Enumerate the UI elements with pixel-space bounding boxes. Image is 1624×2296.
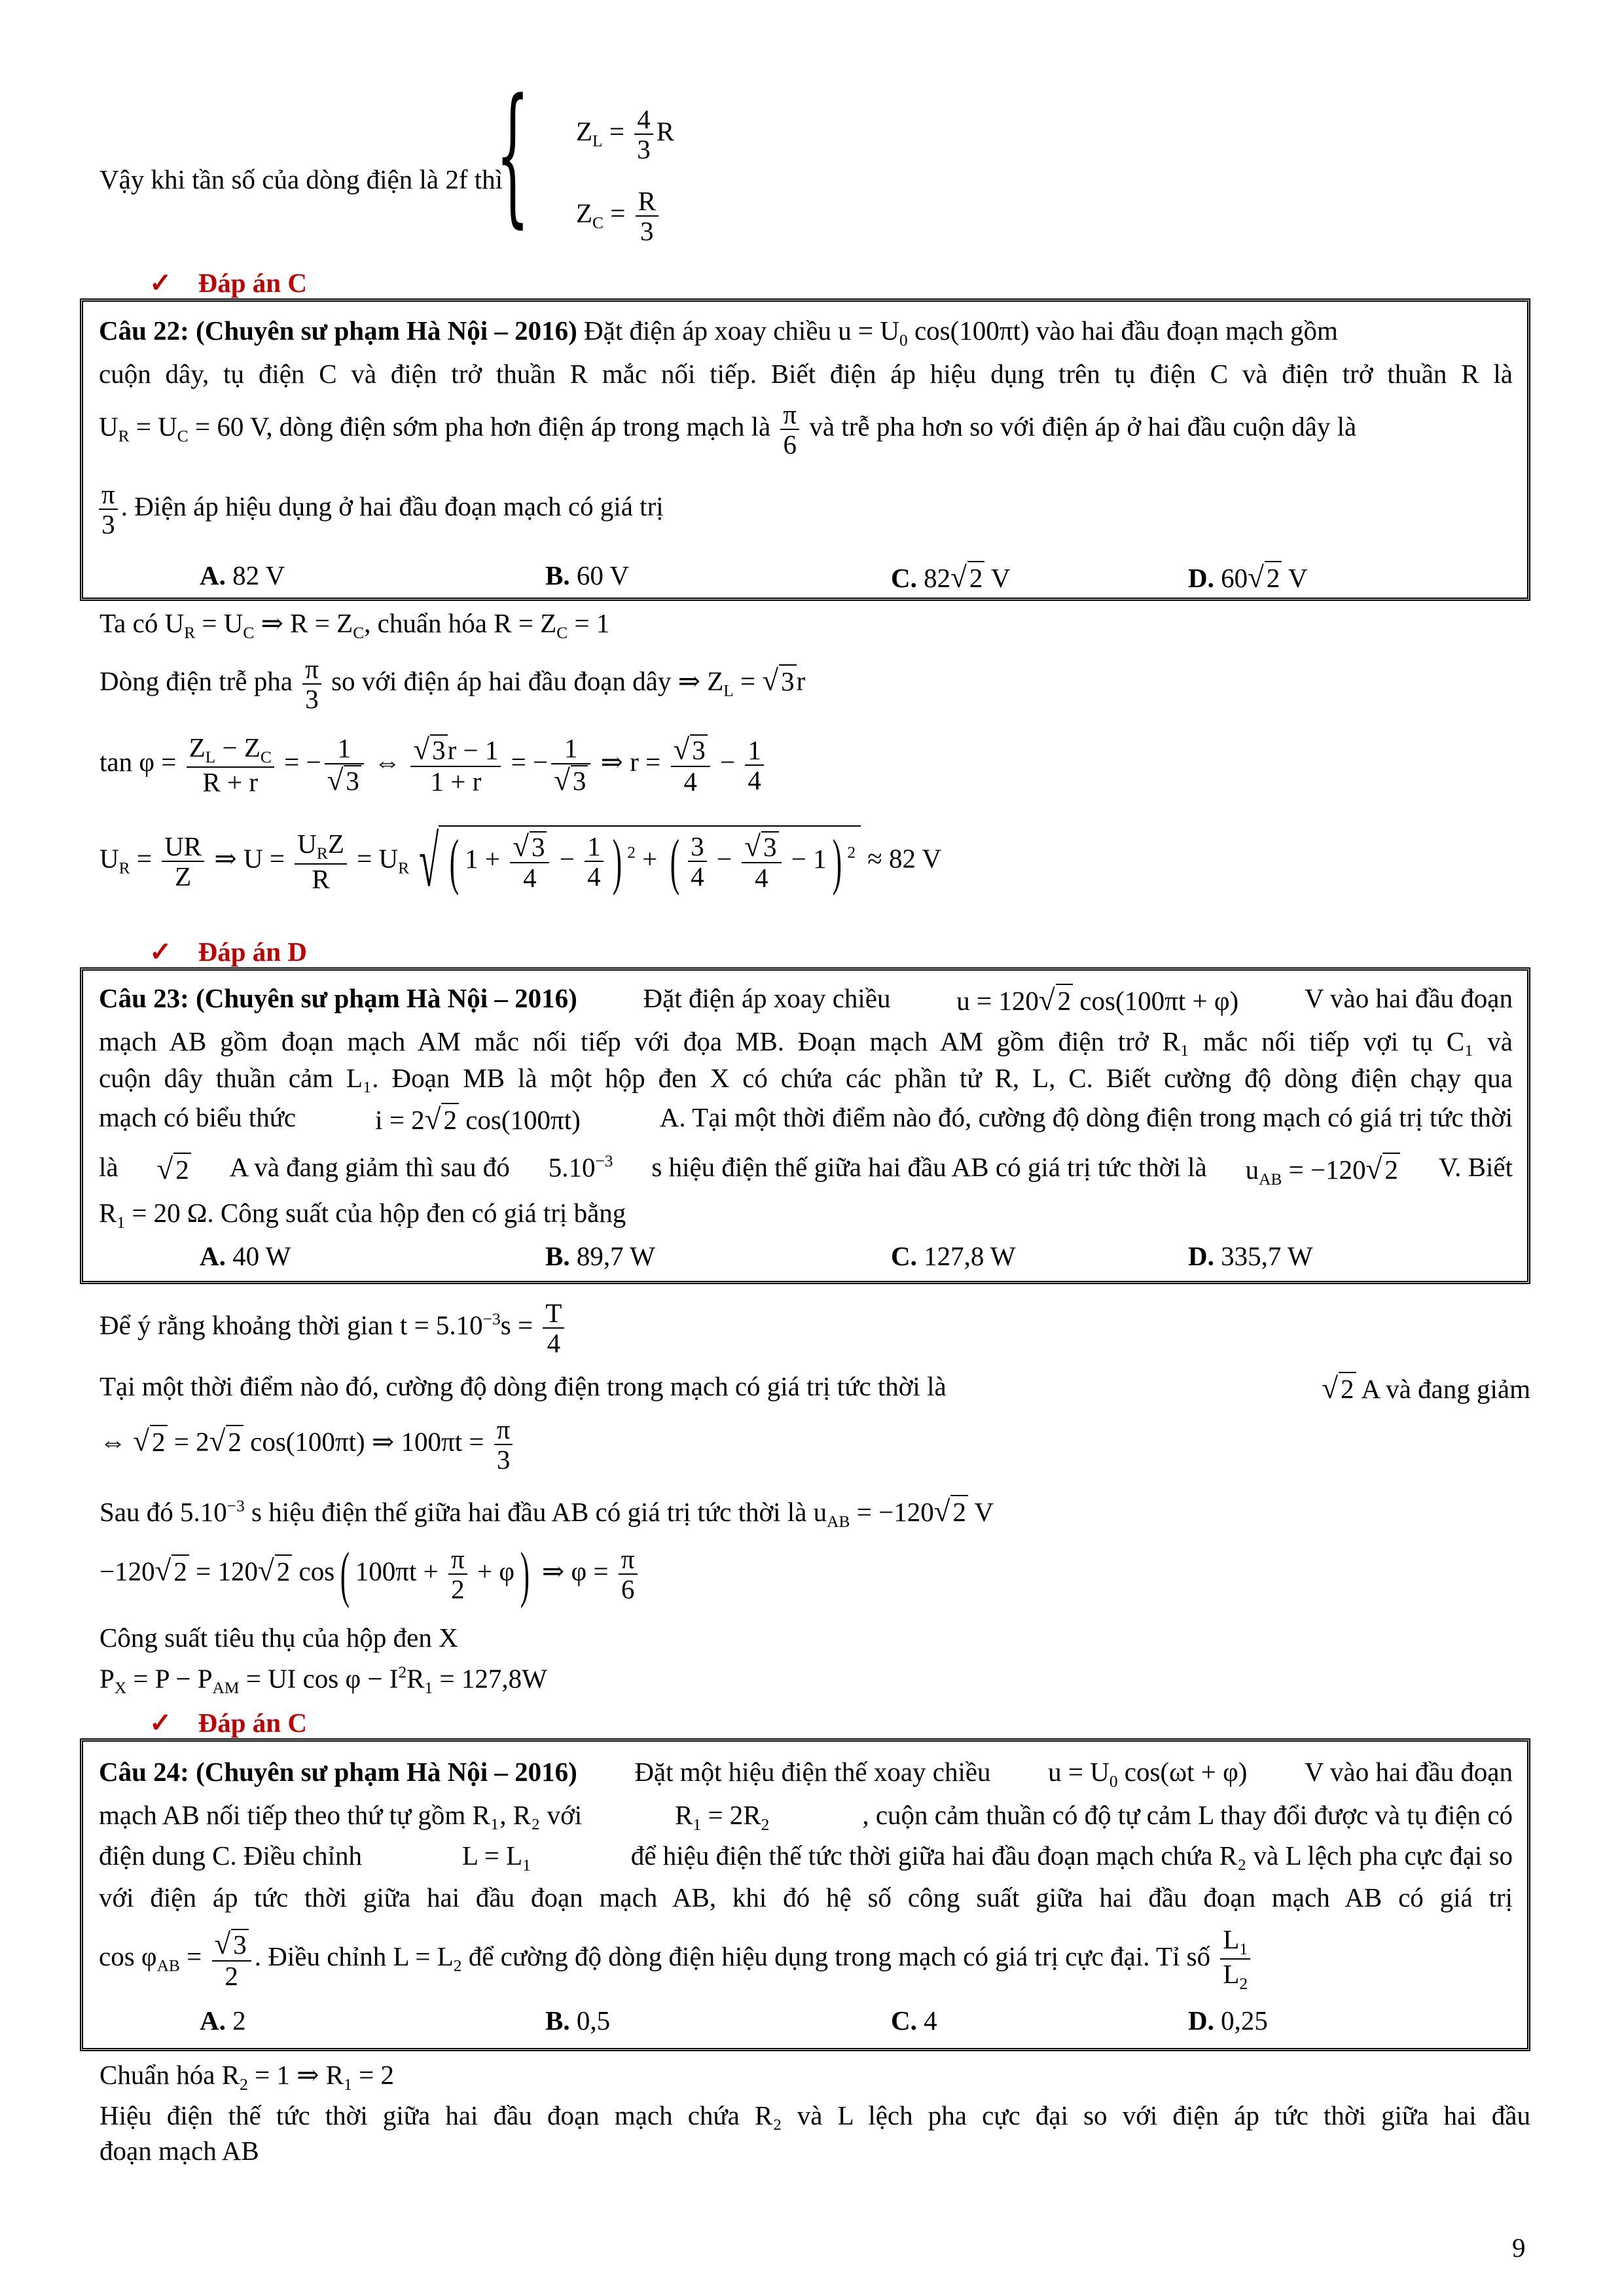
q24-line4: với điện áp tức thời giữa hai đầu đoạn mạch AB, khi đó hệ số công suất giữa hai đầu đoạn mạch AB có giá trị [99, 1882, 1513, 1912]
question-24-box [80, 1738, 1530, 2051]
answer-label: Đáp án C [198, 1708, 307, 1738]
q24-option-a[interactable]: A. 2 [200, 2005, 246, 2036]
q22-sol4: $U_R$ = $\frac{UR}{Z}$ ⇒ U = $\frac{U_RZ}{R}$ = $U_R$ √ ( 1 + $\frac{√3}{4}$ − $\frac{1}{4}$ ) $^2$ + ( $\frac{3}{4}$ − $\frac{√3}{4}$ − 1) $^2$ ≈ 82 V [99, 821, 942, 901]
check-icon: ✓ [149, 1708, 172, 1738]
q23-option-c[interactable]: C. 127,8 W [891, 1241, 1016, 1271]
q22-line1: Câu 22: (Chuyên sư phạm Hà Nội – 2016) Đặt điện áp xoay chiều $u = U_0$ cos(100πt) vào hai đầu đoạn mạch gồm [99, 315, 1338, 350]
q22-option-c[interactable]: C. 82√2 V [891, 561, 1011, 594]
q23-sol7: $P_X = P - P_{AM}$ = UI $\cos \varphi - I^2R_1 = 127,8W$ [99, 1663, 547, 1698]
q24-line1: Câu 24: (Chuyên sư phạm Hà Nội – 2016) Đặt một hiệu điện thế xoay chiều $u = U_0$ cos(ωt + φ) V vào hai đầu đoạn [99, 1757, 1513, 1791]
q24-line5: $\cos \varphi_{AB}$ = $\frac{√3}{2}$ . Điều chỉnh $L = L_2$ để cường độ dòng điện hiệu dụng trong mạch có giá trị cực đại. Tỉ số $\frac{L_1}{L_2}$ [99, 1925, 1513, 1994]
q24-sol3: đoạn mạch AB [99, 2136, 259, 2166]
q23-line5: là √2 A và đang giảm thì sau đó $5.10^{-3}$ s hiệu điện thế giữa hai đầu AB có giá trị tức thời là $u_{AB} = -120√2$ V. Biết [99, 1152, 1513, 1189]
q23-line4: mạch có biểu thức i = 2√2 cos(100πt) A. Tại một thời điểm nào đó, cường độ dòng điện trong mạch có giá trị tức thời [99, 1102, 1513, 1136]
q24-option-d[interactable]: D. 0,25 [1188, 2005, 1268, 2036]
intro-answer [149, 267, 307, 299]
question-22-box [80, 298, 1530, 601]
q22-line2: cuộn dây, tụ điện C và điện trở thuần R mắc nối tiếp. Biết điện áp hiệu dụng trên tụ điện C và điện trở thuần R là [99, 359, 1513, 389]
q23-line1: Câu 23: (Chuyên sư phạm Hà Nội – 2016) Đặt điện áp xoay chiều u = 120√2 cos(100πt + φ) V vào hai đầu đoạn [99, 983, 1513, 1016]
q23-sol1: Để ý rằng khoảng thời gian $t = 5.10^{-3}s$ = $\frac{T}{4}$ [99, 1299, 568, 1358]
answer-label: Đáp án D [198, 937, 307, 967]
question-23-box [80, 967, 1530, 1284]
q22-line3: $U_R = U_C = 60$ V, dòng điện sớm pha hơn điện áp trong mạch là $\frac{\pi}{6}$ và trễ pha hơn so với điện áp ở hai đầu cuộn dây là [99, 399, 1357, 460]
q24-option-c[interactable]: C. 4 [891, 2005, 937, 2036]
q23-sol4: Sau đó $5.10^{-3}$ s hiệu điện thế giữa hai đầu AB có giá trị tức thời là $u_{AB} = -120√2$ V [99, 1495, 994, 1531]
q22-option-b[interactable]: B. 60 V [545, 560, 629, 590]
q22-option-a[interactable]: A. 82 V [200, 560, 285, 590]
q23-option-d[interactable]: D. 335,7 W [1188, 1241, 1313, 1271]
q22-result: ≈ 82 V [867, 843, 942, 874]
zl-eq: $Z_L$ = $\frac{4}{3}$ R [576, 104, 675, 165]
q23-answer [149, 1707, 307, 1739]
q22-sol3: tan φ = $\frac{Z_L - Z_C}{R + r}$ = − $\frac{1}{√3}$ ⇔ $\frac{√3r - 1}{1 + r}$ = − $\frac{1}{√3}$ ⇒ r = $\frac{√3}{4}$ − $\frac{1}{4}$ [99, 733, 767, 797]
check-icon: ✓ [149, 937, 172, 967]
q24-line2: mạch AB nối tiếp theo thứ tự gồm R₁, R₂ với $R_1 = 2R_2$ , cuộn cảm thuần có độ tự cảm L thay đổi được và tụ điện có [99, 1800, 1513, 1834]
answer-label: Đáp án C [198, 268, 307, 298]
q24-sol2: Hiệu điện thế tức thời giữa hai đầu đoạn mạch chứa R₂ và L lệch pha cực đại so với điện áp tức thời giữa hai đầu [99, 2100, 1530, 2130]
q22-sol2: Dòng điện trễ pha $\frac{\pi}{3}$ so với điện áp hai đầu đoạn dây ⇒ $Z_L = √3r$ [99, 654, 806, 715]
q23-sol3: ⇔ √2 = 2√2 cos(100πt) ⇒ 100πt = $\frac{\pi}{3}$ [99, 1415, 516, 1475]
q24-line3: điện dung C. Điều chỉnh $L = L_1$ để hiệu điện thế tức thời giữa hai đầu đoạn mạch chứa R₂ và L lệch pha cực đại so [99, 1840, 1513, 1874]
check-icon: ✓ [149, 268, 172, 298]
q23-sol6: Công suất tiêu thụ của hộp đen X [99, 1623, 458, 1653]
q23-sol5: −120√2 = 120√2 cos( 100πt + $\frac{\pi}{2}$ + φ) ⇒ φ = $\frac{\pi}{6}$ [99, 1545, 641, 1604]
q22-title: Câu 22: (Chuyên sư phạm Hà Nội – 2016) [99, 315, 577, 346]
intro-system [0, 67, 720, 262]
q23-line2: mạch AB gồm đoạn mạch AM mắc nối tiếp với đọa MB. Đoạn mạch AM gồm điện trở R₁ mắc nối tiếp vợi tụ C₁ và [99, 1026, 1513, 1056]
q24-option-b[interactable]: B. 0,5 [545, 2005, 611, 2036]
page-number: 9 [1512, 2233, 1526, 2263]
q22-sol1: Ta có $U_R = U_C$ ⇒ $R = Z_C$, chuẩn hóa $R = Z_C = 1$ [99, 608, 610, 642]
q22-option-d[interactable]: D. 60√2 V [1188, 561, 1308, 594]
intro-text: Vậy khi tần số của dòng điện là 2f thì [99, 164, 503, 194]
q23-option-a[interactable]: A. 40 W [200, 1241, 291, 1271]
q23-line6: $R_1 = 20$ Ω. Công suất của hộp đen có giá trị bằng [99, 1198, 626, 1232]
q23-sol2: Tại một thời điểm nào đó, cường độ dòng điện trong mạch có giá trị tức thời là √2 A và đang giảm [99, 1371, 1530, 1405]
q22-line4: $\frac{\pi}{3}$ . Điện áp hiệu dụng ở hai đầu đoạn mạch có giá trị [99, 480, 664, 539]
zc-eq: $Z_C$ = $\frac{R}{3}$ [576, 187, 662, 246]
q23-line3: cuộn dây thuần cảm L₁. Đoạn MB là một hộp đen X có chứa các phần tử R, L, C. Biết cường độ dòng điện chạy qua [99, 1063, 1513, 1093]
left-brace: { [496, 67, 530, 242]
q22-answer [149, 936, 307, 968]
q23-option-b[interactable]: B. 89,7 W [545, 1241, 655, 1271]
q24-sol1: Chuẩn hóa $R_2 = 1$ ⇒ $R_1 = 2$ [99, 2060, 394, 2094]
